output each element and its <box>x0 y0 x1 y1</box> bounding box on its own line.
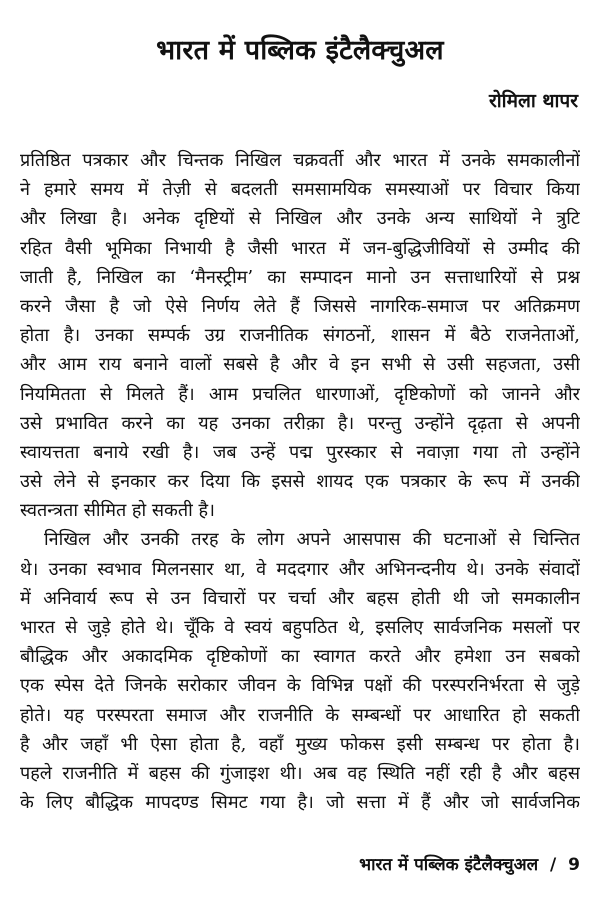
text-line: उसे प्रभावित करने का यह उनका तरीक़ा है। परन्तु उन्होंने दृढ़ता से अपनी <box>20 412 580 434</box>
text-line: रहित वैसी भूमिका निभायी है जैसी भारत में जन-बुद्धिजीवियों से उम्मीद की <box>20 237 580 259</box>
footer-title: भारत में पब्लिक इंटैलैक्चुअल <box>359 855 539 875</box>
text-line: है और जहाँ भी ऐसा होता है, वहाँ मुख्य फोकस इसी सम्बन्ध पर होता है। <box>20 733 580 755</box>
text-line: निखिल और उनकी तरह के लोग अपने आसपास की घटनाओं से चिन्तित <box>44 529 580 551</box>
text-line: के लिए बौद्धिक मापदण्ड सिमट गया है। जो सत्ता में हैं और जो सार्वजनिक <box>20 792 580 814</box>
text-line: और आम राय बनाने वालों सबसे है और वे इन सभी से उसी सहजता, उसी <box>20 354 580 376</box>
text-line: करने जैसा है जो ऐसे निर्णय लेते हैं जिससे नागरिक-समाज पर अतिक्रमण <box>20 295 580 317</box>
text-line: होता है। उनका सम्पर्क उग्र राजनीतिक संगठनों, शासन में बैठे राजनेताओं, <box>20 325 580 347</box>
text-line: जाती है, निखिल का ‘मैनस्ट्रीम’ का सम्पादन मानो उन सत्ताधारियों से प्रश्न <box>20 266 580 288</box>
page-number: 9 <box>568 855 580 875</box>
author-name: रोमिला थापर <box>488 90 578 112</box>
paragraph-1 <box>20 146 580 525</box>
text-line: होते। यह परस्परता समाज और राजनीति के सम्बन्धों पर आधारित हो सकती <box>20 704 580 726</box>
running-footer <box>359 853 580 877</box>
paragraph-2 <box>20 525 580 817</box>
text-line: बौद्धिक और अकादमिक दृष्टिकोणों का स्वागत करते और हमेशा उन सबको <box>20 646 580 668</box>
text-line: प्रतिष्ठित पत्रकार और चिन्तक निखिल चक्रवर्ती और भारत में उनके समकालीनों <box>20 150 580 171</box>
body-text <box>20 146 580 817</box>
text-line: पहले राजनीति में बहस की गुंजाइश थी। अब वह स्थिति नहीं रही है और बहस <box>20 762 580 784</box>
text-line: स्वायत्तता बनाये रखी है। जब उन्हें पद्म पुरस्कार से नवाज़ा गया तो उन्होंने <box>20 441 580 463</box>
text-line: और लिखा है। अनेक दृष्टियों से निखिल और उनके अन्य साथियों ने त्रुटि <box>20 208 580 230</box>
text-line: एक स्पेस देते जिनके सरोकार जीवन के विभिन्न पक्षों की परस्परनिर्भरता से जुड़े <box>20 675 580 697</box>
text-line: थे। उनका स्वभाव मिलनसार था, वे मददगार और अभिनन्दनीय थे। उनके संवादों <box>20 558 580 580</box>
footer-separator: / <box>550 855 557 875</box>
text-line: उसे लेने से इनकार कर दिया कि इससे शायद एक पत्रकार के रूप में उनकी <box>20 471 580 493</box>
page-title: भारत में पब्लिक इंटैलैक्चुअल <box>156 35 444 66</box>
text-line: ने हमारे समय में तेज़ी से बदलती समसामयिक समस्याओं पर विचार किया <box>20 179 580 201</box>
text-line: स्वतन्त्रता सीमित हो सकती है। <box>20 500 215 522</box>
text-line: नियमितता से मिलते हैं। आम प्रचलित धारणाओं, दृष्टिकोणों को जानने और <box>20 383 580 405</box>
text-line: भारत से जुड़े होते थे। चूँकि वे स्वयं बहुपठित थे, इसलिए सार्वजनिक मसलों पर <box>20 617 580 638</box>
text-line: में अनिवार्य रूप से उन विचारों पर चर्चा और बहस होती थी जो समकालीन <box>20 587 580 609</box>
